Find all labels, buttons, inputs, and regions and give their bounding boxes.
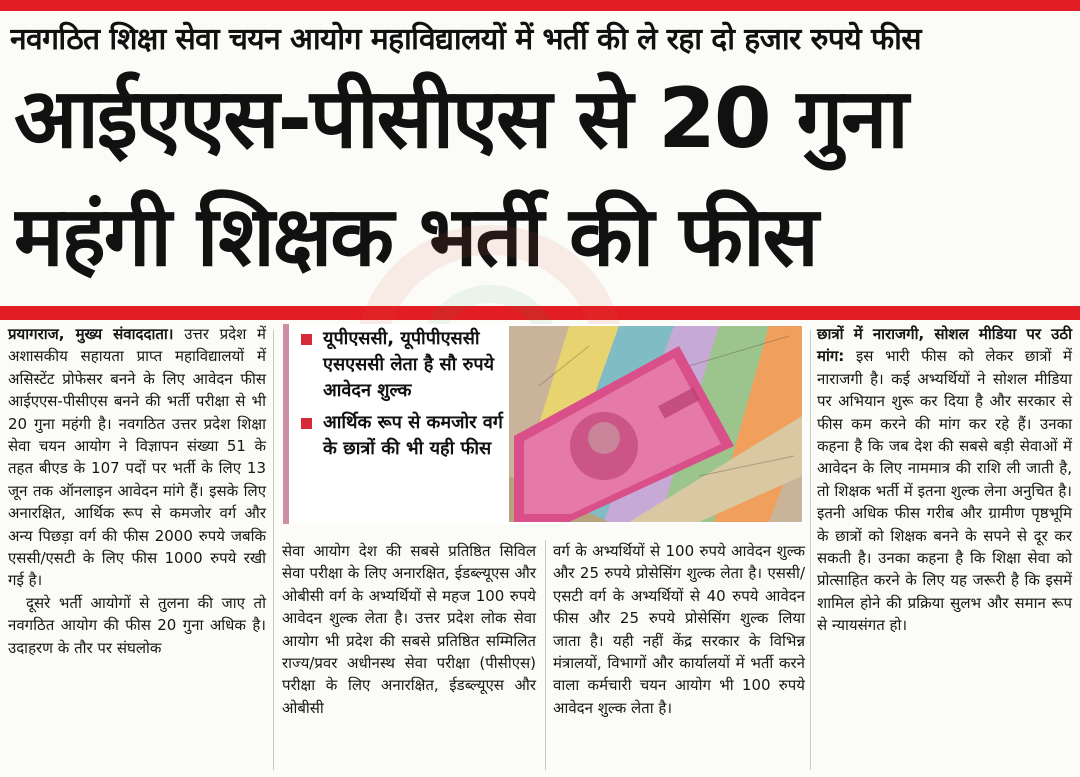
subheading: छात्रों में नाराजगी, सोशल मीडिया पर उठी मांग: bbox=[817, 325, 1072, 366]
dateline: प्रयागराज, मुख्य संवाददाता। bbox=[8, 325, 174, 343]
highlight-box-accent bbox=[283, 324, 289, 524]
article-column-1 bbox=[8, 323, 266, 659]
highlight-bullet-2: आर्थिक रूप से कमजोर वर्ग के छात्रों की भी यही फीस bbox=[301, 410, 511, 462]
headline-line-1: आईएएस-पीसीएस से 20 गुना bbox=[14, 70, 907, 167]
kicker-headline: नवगठित शिक्षा सेवा चयन आयोग महाविद्यालयों में भर्ती की ले रहा दो हजार रुपये फीस bbox=[10, 22, 921, 57]
highlight-box bbox=[283, 324, 804, 524]
highlight-bullets bbox=[301, 326, 511, 468]
headline-line-2: महंगी शिक्षक भर्ती की फीस bbox=[14, 188, 817, 285]
headline-red-rule bbox=[0, 306, 1080, 320]
article-paragraph-1: उत्तर प्रदेश में अशासकीय सहायता प्राप्त महाविद्यालयों में असिस्टेंट प्रोफेसर बनने के लिए आवेदन फीस आईएएस-पीसीएस बनने की भर्ती परीक्षा से भी 20 गुना महंगी है। नवगठित उत्तर प्रदेश शिक्षा सेवा चयन आयोग ने विज्ञापन संख्या 51 के तहत बीएड के 107 पदों पर भर्ती के लिए 13 जून तक ऑनलाइन आवेदन मांगे हैं। इसके लिए अनारक्षित, आर्थिक रूप से कमजोर वर्ग और अन्य पिछड़ा वर्ग की फीस 2000 रुपये जबकि एससी/एसटी के लिए फीस 1000 रुपये रखी गई है। bbox=[8, 325, 266, 590]
article-column-3: वर्ग के अभ्यर्थियों से 100 रुपये आवेदन शुल्क और 25 रुपये प्रोसेसिंग शुल्क लेता है। एससी/एसटी वर्ग के अभ्यर्थियों से 40 रुपये आवेदन फीस और 25 रुपये प्रोसेसिंग शुल्क लिया जाता है। यही नहीं केंद्र सरकार के विभिन्न मंत्रालयों, विभागों और कार्यालयों में भर्ती करने वाला कर्मचारी चयन आयोग भी 100 रुपये आवेदन शुल्क लेता है। bbox=[553, 542, 805, 717]
column-divider bbox=[273, 330, 274, 770]
bullet-square-icon bbox=[301, 334, 312, 345]
article-column-4 bbox=[817, 323, 1072, 637]
article-paragraph-2: दूसरे भर्ती आयोगों से तुलना की जाए तो नवगठित आयोग की फीस 20 गुना अधिक है। उदाहरण के तौर पर संघलोक bbox=[8, 593, 266, 657]
top-red-rule bbox=[0, 0, 1080, 11]
column-divider bbox=[545, 540, 546, 770]
article-column-2: सेवा आयोग देश की सबसे प्रतिष्ठित सिविल सेवा परीक्षा के लिए अनारक्षित, ईडब्ल्यूएस और ओबीसी वर्ग के अभ्यर्थियों से महज 100 रुपये आवेदन शुल्क लेता है। उत्तर प्रदेश लोक सेवा आयोग भी प्रदेश की सबसे प्रतिष्ठित सम्मिलित राज्य/प्रवर अधीनस्थ सेवा परीक्षा (पीसीएस) परीक्षा के लिए अनारक्षित, ईडब्ल्यूएस और ओबीसी bbox=[282, 542, 536, 717]
article-paragraph-side: इस भारी फीस को लेकर छात्रों में नाराजगी है। कई अभ्यर्थियों ने सोशल मीडिया पर अभियान शुरू कर दिया है और सरकार से फीस कम करने की मांग कर रहे हैं। उनका कहना है कि जब देश की सबसे बड़ी सेवाओं में आवेदन के लिए नाममात्र की राशि ली जाती है, तो शिक्षक भर्ती में इतना शुल्क लेना अनुचित है। इतनी अधिक फीस गरीब और ग्रामीण पृष्ठभूमि के छात्रों को शिक्षक बनने के सपने से दूर कर सकती है। उनका कहना है कि शिक्षा सेवा को प्रोत्साहित करने के लिए यह जरूरी है कि इसमें शामिल होने की प्रक्रिया सुलभ और समान रूप से न्यायसंगत हो। bbox=[817, 347, 1072, 635]
bullet-square-icon bbox=[301, 418, 312, 429]
column-divider bbox=[810, 330, 811, 770]
highlight-bullet-1: यूपीएससी, यूपीपीएससी एसएससी लेता है सौ रुपये आवेदन शुल्क bbox=[301, 326, 511, 404]
currency-notes-photo bbox=[509, 326, 802, 522]
